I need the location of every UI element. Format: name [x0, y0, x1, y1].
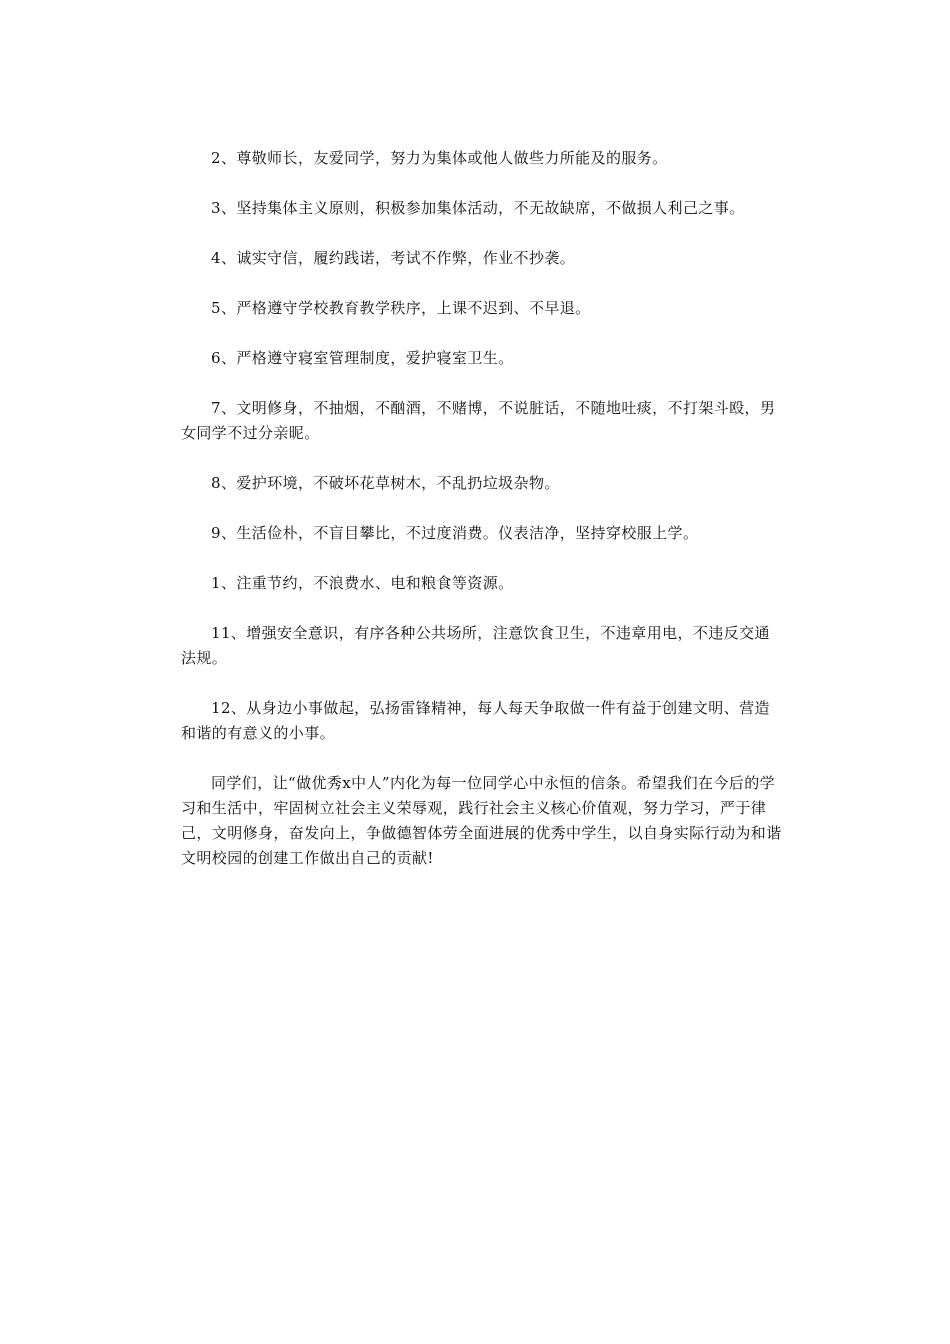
document-body — [181, 146, 783, 871]
paragraph-rule-5: 5、严格遵守学校教育教学秩序，上课不迟到、不早退。 — [211, 299, 591, 317]
paragraph-rule-12: 12、从身边小事做起，弘扬雷锋精神，每人每天争取做一件有益于创建文明、营造和谐的有意义的小事。 — [181, 699, 770, 742]
paragraph-rule-3: 3、坚持集体主义原则，积极参加集体活动，不无故缺席，不做损人利己之事。 — [211, 199, 745, 217]
paragraph-closing: 同学们，让“做优秀x中人”内化为每一位同学心中永恒的信条。希望我们在今后的学习和生活中，牢固树立社会主义荣辱观，践行社会主义核心价值观，努力学习，严于律己，文明修身，奋发向上，争做德智体劳全面进展的优秀中学生，以自身实际行动为和谐文明校园的创建工作做出自己的贡献! — [181, 774, 782, 867]
paragraph-rule-11: 11、增强安全意识，有序各种公共场所，注意饮食卫生，不违章用电，不违反交通法规。 — [181, 624, 770, 667]
paragraph-rule-2: 2、尊敬师长，友爱同学，努力为集体或他人做些力所能及的服务。 — [211, 149, 668, 167]
paragraph-rule-9: 9、生活俭朴，不盲目攀比，不过度消费。仪表洁净，坚持穿校服上学。 — [211, 524, 699, 542]
paragraph-rule-6: 6、严格遵守寝室管理制度，爱护寝室卫生。 — [211, 349, 514, 367]
paragraph-rule-8: 8、爱护环境，不破坏花草树木，不乱扔垃圾杂物。 — [211, 474, 560, 492]
paragraph-rule-7: 7、文明修身，不抽烟，不酗酒，不赌博，不说脏话，不随地吐痰，不打架斗殴，男女同学不过分亲昵。 — [181, 399, 776, 442]
paragraph-rule-4: 4、诚实守信，履约践诺，考试不作弊，作业不抄袭。 — [211, 249, 576, 267]
paragraph-rule-1: 1、注重节约，不浪费水、电和粮食等资源。 — [211, 574, 514, 592]
